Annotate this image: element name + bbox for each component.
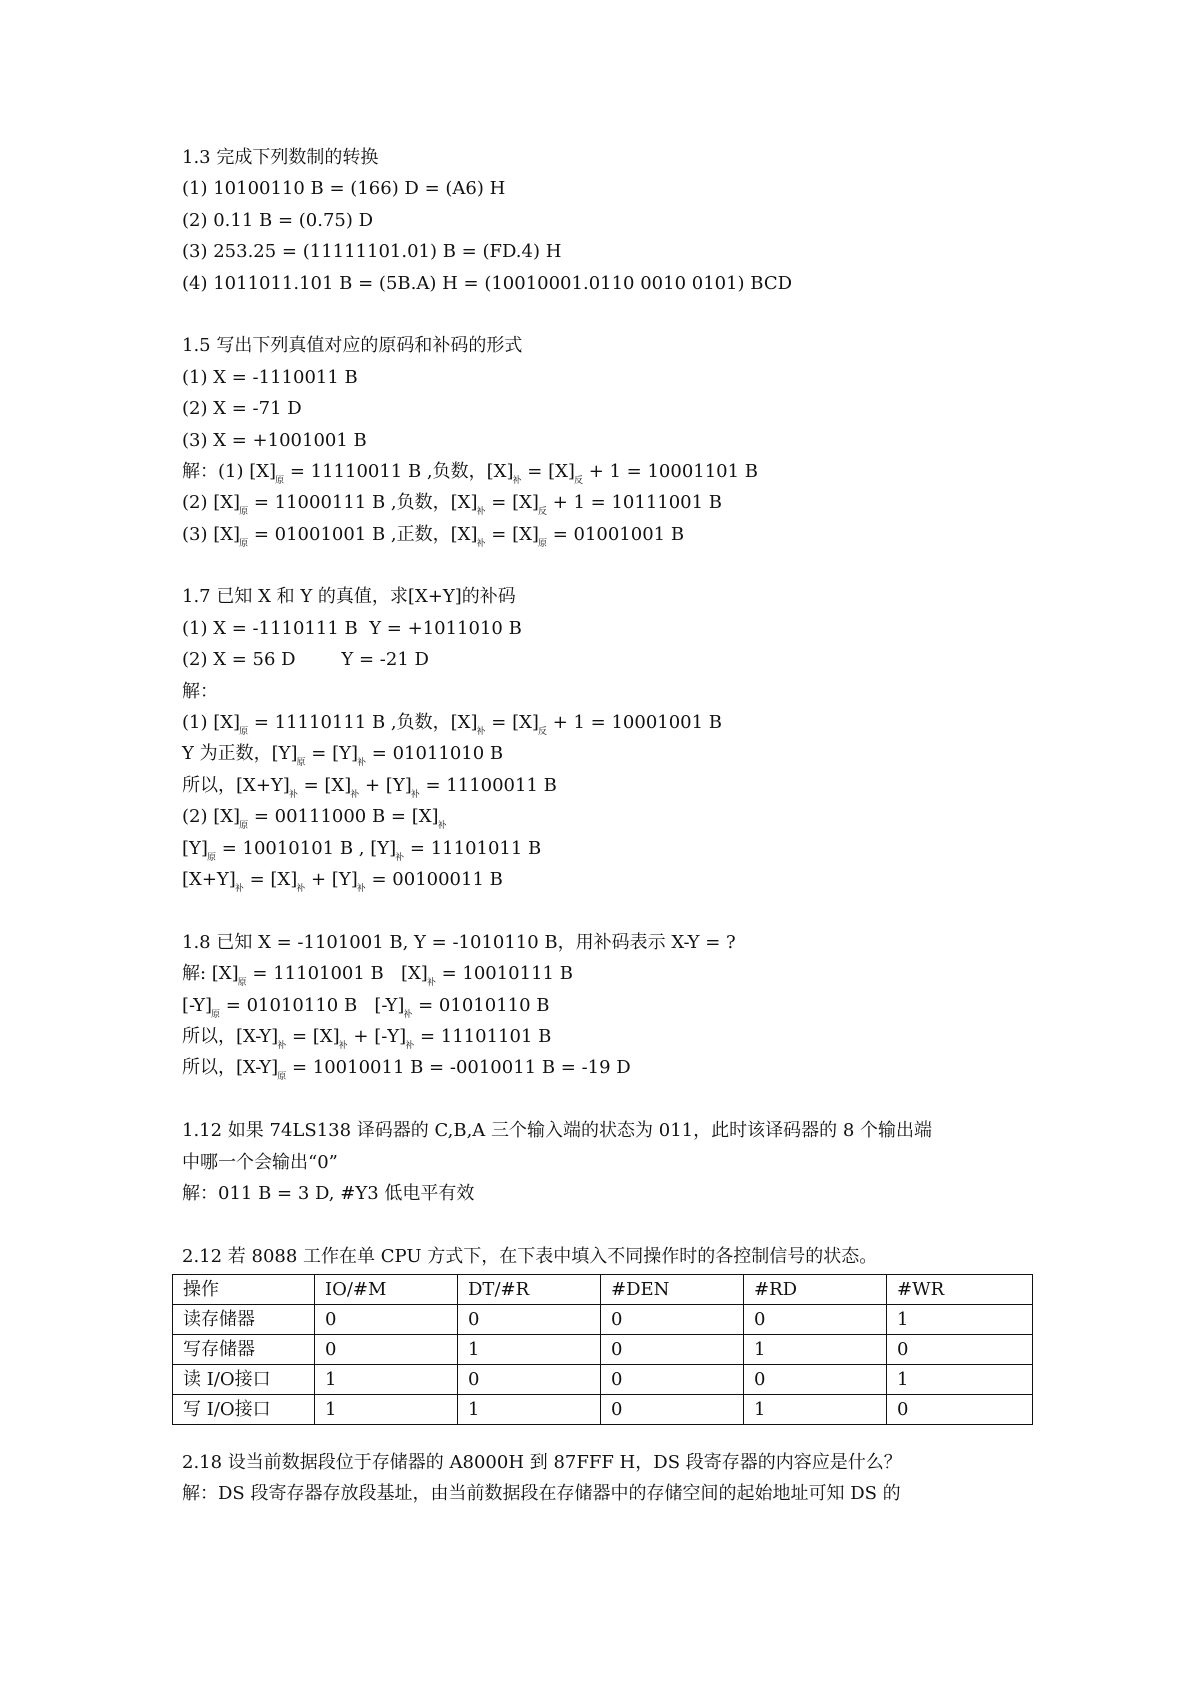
table-cell: 0 xyxy=(887,1395,1033,1425)
table-cell: 1 xyxy=(887,1365,1033,1395)
s18-line-3: 所以，$[X-Y]_补 = [X]_补 + [-Y]_补 = 11101101$ B xyxy=(182,1025,552,1051)
table-cell: 0 xyxy=(601,1395,744,1425)
section-1-12-title: 1.12 如果 74LS138 译码器的 C,B,A 三个输入端的状态为 011，此时该译码器的 8 个输出端 xyxy=(182,1120,933,1142)
document-body xyxy=(182,142,1042,1510)
section-2-12-title: 2.12 若 8088 工作在单 CPU 方式下，在下表中填入不同操作时的各控制信号的状态。 xyxy=(182,1245,878,1267)
s18-line-1: 解: $[X]_原 = 11101001$ B $[X]_补 = 10010111$ B xyxy=(182,963,573,989)
table-cell: 1 xyxy=(315,1395,458,1425)
section-1-7-title: 1.7 已知 X 和 Y 的真值，求[X+Y]的补码 xyxy=(182,586,516,608)
table-cell: 1 xyxy=(315,1365,458,1395)
table-row xyxy=(173,1305,1033,1335)
s17-line-2: Y 为正数，$[Y]_原 = [Y]_补 = 01011010$ B xyxy=(182,743,504,769)
table-row xyxy=(173,1365,1033,1395)
table-cell: 0 xyxy=(458,1305,601,1335)
s15-q1: (1) X = -1110011 B xyxy=(182,366,358,388)
table-header: #WR xyxy=(887,1275,1033,1305)
table-cell: 0 xyxy=(315,1305,458,1335)
table-cell: 1 xyxy=(744,1335,887,1365)
s18-line-4: 所以，$[X-Y]_原 = 10010011$ B = -0010011 B = -19 D xyxy=(182,1057,631,1083)
s17-q1: (1) X = -1110111 B Y = +1011010 B xyxy=(182,617,522,639)
table-cell: 0 xyxy=(601,1305,744,1335)
control-signal-table xyxy=(172,1274,1033,1425)
table-cell: 写存储器 xyxy=(173,1335,315,1365)
section-1-8-title: 1.8 已知 X = -1101001 B, Y = -1010110 B，用补码表示 X-Y = ? xyxy=(182,931,736,953)
s112-cont: 中哪一个会输出“0” xyxy=(182,1151,338,1173)
table-cell: 0 xyxy=(744,1305,887,1335)
s17-line-4: (2) $[X]_原 = 00111000$ $B = [X]_补$ xyxy=(182,806,447,832)
table-header: #DEN xyxy=(601,1275,744,1305)
s13-line-1: (1) 10100110 B = (166) D = (A6) H xyxy=(182,178,506,200)
table-header-row xyxy=(173,1275,1033,1305)
s17-line-1: (1) $[X]_原 = 11110111$ B ,负数，$[X]_补 = [X]_反 + 1 = 10001001$ B xyxy=(182,712,723,738)
s15-sol-3: (3) $[X]_原 = 01001001$ B ,正数，$[X]_补 = [X]_原 = 01001001$ B xyxy=(182,523,685,549)
table-cell: 1 xyxy=(458,1395,601,1425)
s13-line-3: (3) 253.25 = (11111101.01) B = (FD.4) H xyxy=(182,241,562,263)
table-cell: 0 xyxy=(601,1365,744,1395)
table-row xyxy=(173,1395,1033,1425)
table-cell: 0 xyxy=(744,1365,887,1395)
section-2-18-title: 2.18 设当前数据段位于存储器的 A8000H 到 87FFF H，DS 段寄存器的内容应是什么？ xyxy=(182,1452,902,1474)
table-cell: 1 xyxy=(887,1305,1033,1335)
s17-jie: 解： xyxy=(182,680,218,702)
section-1-3-title: 1.3 完成下列数制的转换 xyxy=(182,147,379,168)
s13-line-4: (4) 1011011.101 B = (5B.A) H = (10010001.0110 0010 0101) BCD xyxy=(182,272,793,294)
table-cell: 0 xyxy=(601,1335,744,1365)
table-cell: 0 xyxy=(887,1335,1033,1365)
table-cell: 0 xyxy=(315,1335,458,1365)
table-row xyxy=(173,1335,1033,1365)
table-cell: 0 xyxy=(458,1365,601,1395)
table-cell: 写 I/O接口 xyxy=(173,1395,315,1425)
table-header: 操作 xyxy=(173,1275,315,1305)
s17-line-5: $[Y]_原 = 10010101$ B , $[Y]_补 = 11101011$ B xyxy=(182,837,542,863)
s15-sol-2: (2) $[X]_原 = 11000111$ B ,负数，$[X]_补 = [X]_反 + 1 = 10111001$ B xyxy=(182,492,723,518)
table-header: IO/#M xyxy=(315,1275,458,1305)
table-cell: 读 I/O接口 xyxy=(173,1365,315,1395)
s18-line-2: $[-Y]_原 = 01010110$ B $[-Y]_补 = 01010110$ B xyxy=(182,994,550,1020)
s218-sol: 解：DS 段寄存器存放段基址，由当前数据段在存储器中的存储空间的起始地址可知 DS 的 xyxy=(182,1483,901,1505)
s15-q3: (3) X = +1001001 B xyxy=(182,429,367,451)
s112-sol: 解：011 B = 3 D, #Y3 低电平有效 xyxy=(182,1182,475,1204)
s17-q2: (2) X = 56 D Y = -21 D xyxy=(182,649,429,671)
s15-sol-1: 解：(1) $[X]_原 = 11110011$ B ,负数，$[X]_补 = [X]_反 + 1 = 10001101$ B xyxy=(182,460,759,486)
table-header: #RD xyxy=(744,1275,887,1305)
s15-q2: (2) X = -71 D xyxy=(182,398,302,420)
table-cell: 读存储器 xyxy=(173,1305,315,1335)
table-header: DT/#R xyxy=(458,1275,601,1305)
section-1-5-title: 1.5 写出下列真值对应的原码和补码的形式 xyxy=(182,335,523,357)
s17-line-3: 所以，$[X+Y]_补 = [X]_补 + [Y]_补 = 11100011$ B xyxy=(182,774,557,800)
table-cell: 1 xyxy=(458,1335,601,1365)
s17-line-6: $[X+Y]_补 = [X]_补 + [Y]_补 = 00100011$ B xyxy=(182,868,503,894)
table-cell: 1 xyxy=(744,1395,887,1425)
s13-line-2: (2) 0.11 B = (0.75) D xyxy=(182,209,374,231)
